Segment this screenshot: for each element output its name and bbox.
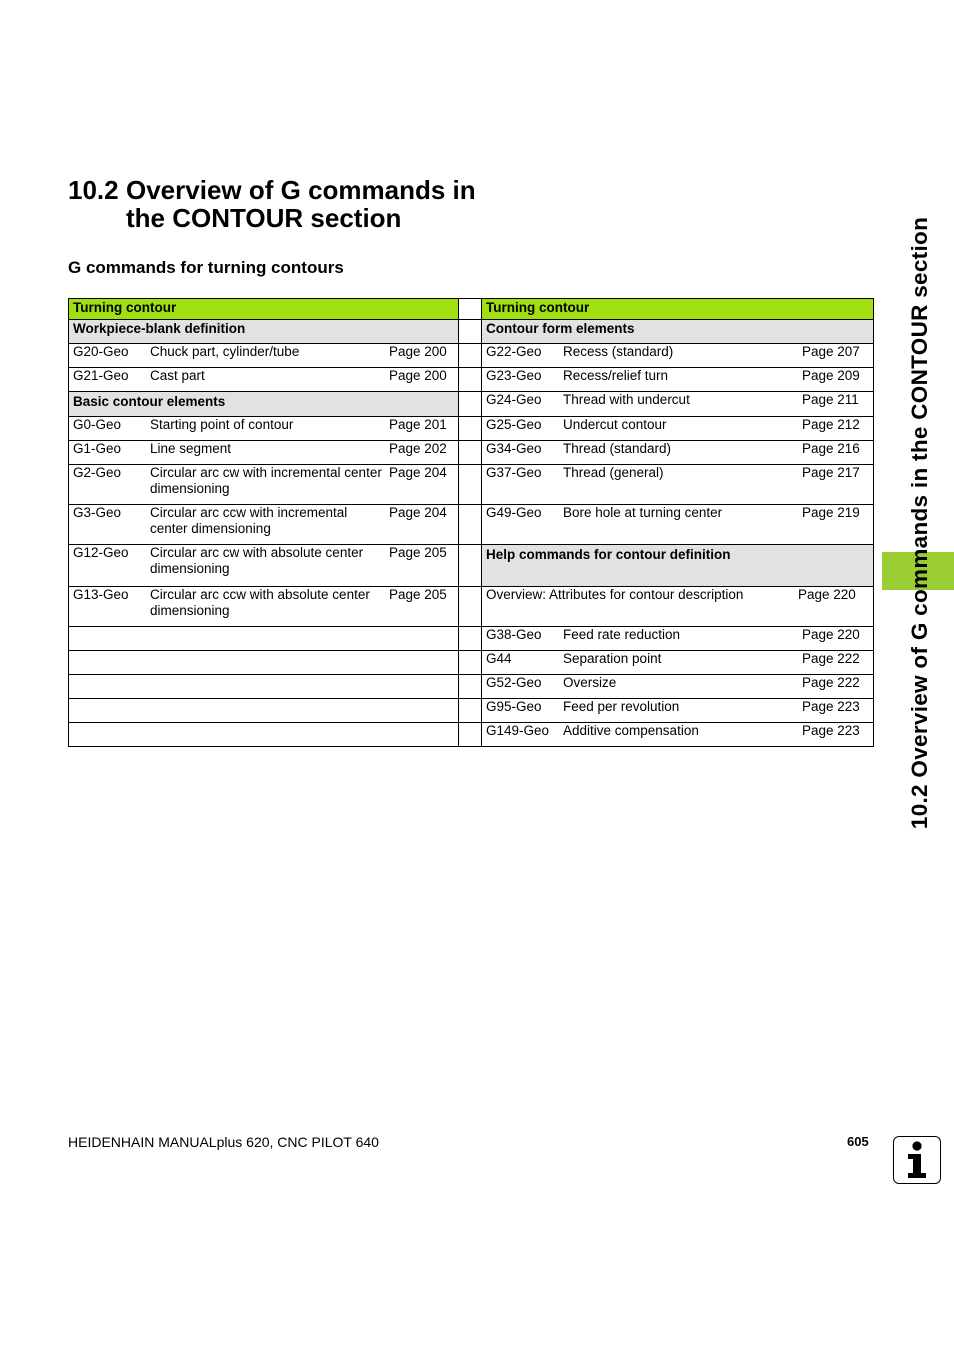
- entry-page-ref: Page 207: [802, 344, 860, 359]
- left-entry: [73, 465, 454, 497]
- table-row: [69, 465, 874, 505]
- entry-page-ref: Page 223: [802, 723, 860, 738]
- right-entry: [486, 465, 869, 481]
- left-entry: [73, 545, 454, 577]
- entry-code: G1-Geo: [73, 441, 122, 456]
- gap-cell: [459, 545, 482, 587]
- entry-code: G95-Geo: [486, 699, 542, 714]
- entry-page-ref: Page 204: [389, 465, 447, 480]
- entry-description: Circular arc cw with incremental center dimensioning: [150, 465, 382, 496]
- gap-cell: [459, 675, 482, 699]
- gap-cell: [459, 344, 482, 368]
- g-commands-table: [68, 298, 874, 747]
- entry-description: Additive compensation: [563, 723, 699, 738]
- entry-code: G0-Geo: [73, 417, 122, 432]
- entry-description: Separation point: [563, 651, 662, 666]
- right-entry: [486, 627, 869, 643]
- left-entry-cell: [69, 627, 459, 651]
- entry-code: G21-Geo: [73, 368, 129, 383]
- entry-description: Chuck part, cylinder/tube: [150, 344, 300, 359]
- left-entry-cell: [69, 723, 459, 747]
- left-entry: [73, 587, 454, 619]
- left-entry: [73, 441, 454, 457]
- entry-page-ref: Page 200: [389, 368, 447, 383]
- table-row: [69, 392, 874, 417]
- entry-code: G20-Geo: [73, 344, 129, 359]
- gap-cell: [459, 699, 482, 723]
- gap-cell: [459, 417, 482, 441]
- right-entry: [486, 587, 869, 603]
- right-entry-cell: [482, 344, 874, 368]
- gap-cell: [459, 651, 482, 675]
- table-row: [69, 587, 874, 627]
- entry-description: Thread (general): [563, 465, 664, 480]
- entry-description: Oversize: [563, 675, 617, 690]
- heading-number: 10.2: [68, 175, 119, 205]
- entry-code: G12-Geo: [73, 545, 129, 560]
- entry-page-ref: Page 200: [389, 344, 447, 359]
- table-row: [69, 441, 874, 465]
- left-entry-cell: [69, 465, 459, 505]
- left-entry-cell: [69, 441, 459, 465]
- entry-description: Overview: Attributes for contour description: [486, 587, 744, 602]
- right-entry: [486, 723, 869, 739]
- right-entry: [486, 675, 869, 691]
- table-row: [69, 545, 874, 587]
- left-entry-cell: [69, 545, 459, 587]
- gap-cell: [459, 368, 482, 392]
- left-entry: [73, 344, 454, 360]
- right-entry: [486, 441, 869, 457]
- entry-page-ref: Page 205: [389, 545, 447, 560]
- entry-page-ref: Page 222: [802, 651, 860, 666]
- entry-code: G2-Geo: [73, 465, 122, 480]
- right-entry-cell: [482, 417, 874, 441]
- entry-description: Circular arc ccw with incremental center dimensioning: [150, 505, 348, 536]
- right-entry-cell: [482, 441, 874, 465]
- gap-cell: [459, 392, 482, 417]
- right-entry-cell: [482, 627, 874, 651]
- gap-cell: [459, 441, 482, 465]
- left-entry-cell: [69, 417, 459, 441]
- left-entry-cell: [69, 368, 459, 392]
- gap-cell: [459, 299, 482, 320]
- entry-page-ref: Page 212: [802, 417, 860, 432]
- entry-page-ref: Page 216: [802, 441, 860, 456]
- entry-description: Cast part: [150, 368, 205, 383]
- entry-description: Starting point of contour: [150, 417, 294, 432]
- entry-page-ref: Page 205: [389, 587, 447, 602]
- left-entry: [73, 505, 454, 537]
- gap-cell: [459, 627, 482, 651]
- entry-description: Thread (standard): [563, 441, 672, 456]
- right-entry-cell: [482, 392, 874, 417]
- table-row: [69, 675, 874, 699]
- page-heading: [68, 176, 476, 232]
- entry-code: G49-Geo: [486, 505, 542, 520]
- entry-code: G22-Geo: [486, 344, 542, 359]
- entry-page-ref: Page 201: [389, 417, 447, 432]
- heading-line1: Overview of G commands in: [126, 175, 476, 205]
- table-header-row: [69, 299, 874, 320]
- entry-description: Recess (standard): [563, 344, 674, 359]
- right-entry: [486, 651, 869, 667]
- side-title-text: 10.2 Overview of G commands in the CONTOUR section: [907, 216, 932, 830]
- entry-code: G44: [486, 651, 512, 666]
- right-entry-cell: [482, 699, 874, 723]
- entry-code: G34-Geo: [486, 441, 542, 456]
- entry-code: G37-Geo: [486, 465, 542, 480]
- left-entry-cell: [69, 505, 459, 545]
- entry-description: Circular arc cw with absolute center dimensioning: [150, 545, 364, 576]
- entry-code: G24-Geo: [486, 392, 542, 407]
- footer-page-number: 605: [847, 1134, 869, 1149]
- gap-cell: [459, 587, 482, 627]
- right-entry-cell: [482, 368, 874, 392]
- entry-page-ref: Page 211: [802, 392, 859, 407]
- left-entry: [73, 417, 454, 433]
- heading-line2: the CONTOUR section: [126, 203, 402, 233]
- table-row: [69, 651, 874, 675]
- gap-cell: [459, 465, 482, 505]
- entry-description: Recess/relief turn: [563, 368, 669, 383]
- right-entry: [486, 368, 869, 384]
- entry-code: G52-Geo: [486, 675, 542, 690]
- right-entry: [486, 344, 869, 360]
- entry-page-ref: Page 222: [802, 675, 860, 690]
- entry-code: G3-Geo: [73, 505, 122, 520]
- right-section-heading: Help commands for contour definition: [482, 545, 874, 587]
- right-entry: [486, 417, 869, 433]
- left-entry-cell: [69, 675, 459, 699]
- right-entry-cell: [482, 723, 874, 747]
- entry-page-ref: Page 202: [389, 441, 447, 456]
- entry-page-ref: Page 217: [802, 465, 860, 480]
- entry-description: Bore hole at turning center: [563, 505, 723, 520]
- left-entry-cell: [69, 699, 459, 723]
- table-body: [69, 299, 874, 747]
- entry-description: Circular arc ccw with absolute center dimensioning: [150, 587, 370, 618]
- gap-cell: [459, 723, 482, 747]
- right-entry: [486, 392, 869, 408]
- entry-page-ref: Page 223: [802, 699, 860, 714]
- header-right: Turning contour: [482, 299, 874, 320]
- entry-page-ref: Page 220: [798, 587, 856, 602]
- right-entry-cell: [482, 465, 874, 505]
- table-row: [69, 627, 874, 651]
- entry-description: Undercut contour: [563, 417, 667, 432]
- info-glyph: [902, 1140, 932, 1180]
- section-left: Workpiece-blank definition: [69, 320, 459, 344]
- gap-cell: [459, 320, 482, 344]
- right-entry: [486, 699, 869, 715]
- entry-page-ref: Page 219: [802, 505, 860, 520]
- table-row: [69, 368, 874, 392]
- table-row: [69, 723, 874, 747]
- side-title: [895, 188, 945, 858]
- right-entry-cell: [482, 505, 874, 545]
- right-entry-cell: [482, 675, 874, 699]
- table-row: [69, 699, 874, 723]
- info-icon: [893, 1136, 941, 1184]
- table-row: [69, 505, 874, 545]
- entry-code: G25-Geo: [486, 417, 542, 432]
- right-entry-cell: [482, 587, 874, 627]
- right-entry-cell: [482, 651, 874, 675]
- entry-page-ref: Page 220: [802, 627, 860, 642]
- entry-code: G38-Geo: [486, 627, 542, 642]
- left-entry-cell: [69, 344, 459, 368]
- section-right: Contour form elements: [482, 320, 874, 344]
- entry-code: G23-Geo: [486, 368, 542, 383]
- gap-cell: [459, 505, 482, 545]
- left-section-heading: Basic contour elements: [69, 392, 459, 417]
- left-entry-cell: [69, 651, 459, 675]
- entry-page-ref: Page 204: [389, 505, 447, 520]
- entry-code: G149-Geo: [486, 723, 550, 738]
- entry-description: Line segment: [150, 441, 232, 456]
- entry-code: G13-Geo: [73, 587, 129, 602]
- left-entry: [73, 368, 454, 384]
- footer-manual-title: HEIDENHAIN MANUALplus 620, CNC PILOT 640: [68, 1134, 379, 1150]
- entry-description: Feed per revolution: [563, 699, 680, 714]
- table-row: [69, 344, 874, 368]
- entry-page-ref: Page 209: [802, 368, 860, 383]
- section-row: [69, 320, 874, 344]
- table-row: [69, 417, 874, 441]
- left-entry-cell: [69, 587, 459, 627]
- entry-description: Thread with undercut: [563, 392, 690, 407]
- entry-description: Feed rate reduction: [563, 627, 681, 642]
- subheading: G commands for turning contours: [68, 258, 344, 277]
- header-left: Turning contour: [69, 299, 459, 320]
- right-entry: [486, 505, 869, 521]
